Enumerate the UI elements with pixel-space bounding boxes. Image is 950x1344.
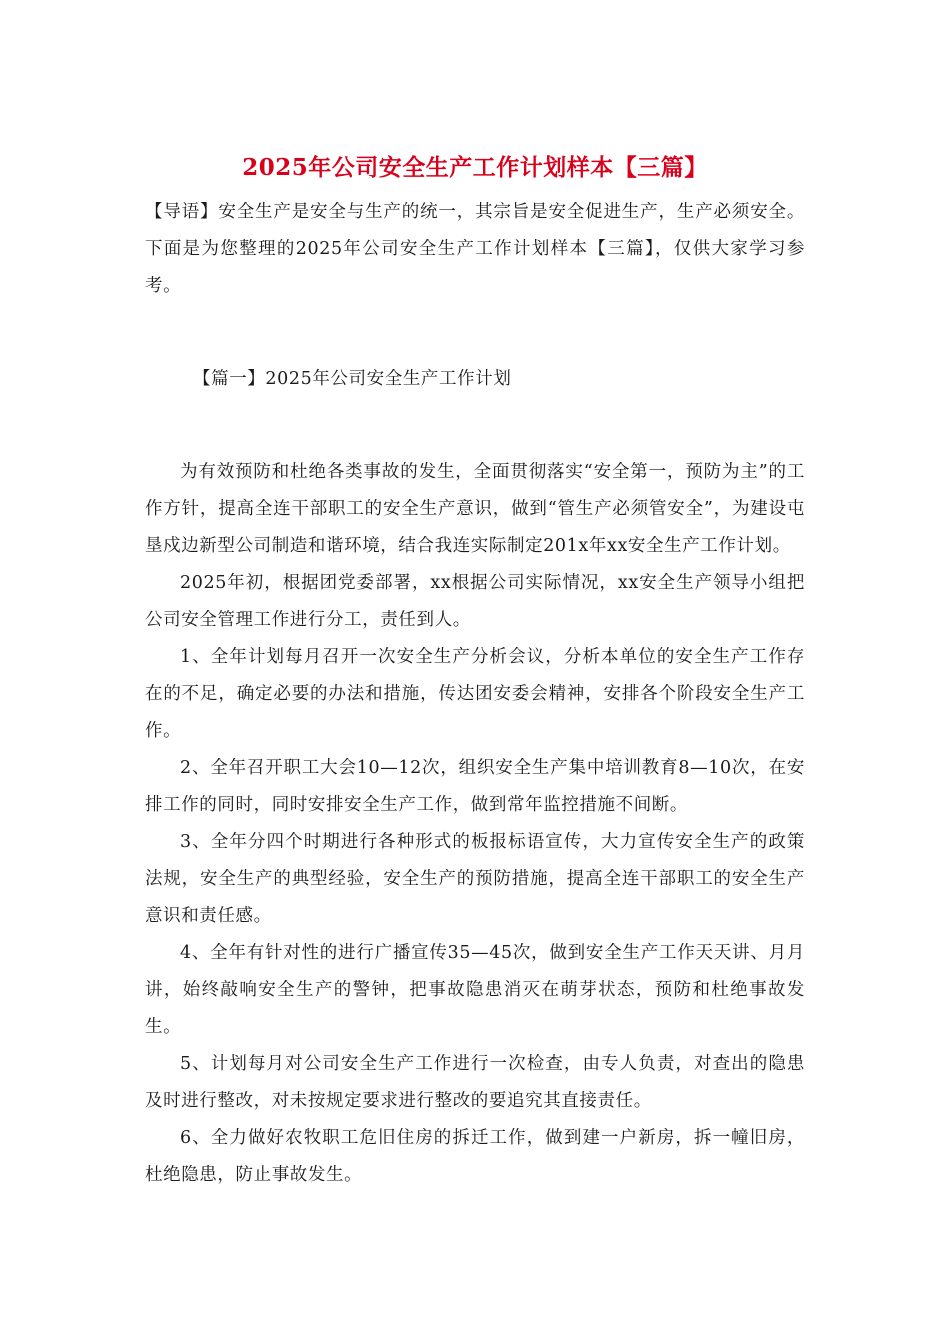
document-title: 2025年公司安全生产工作计划样本【三篇】 <box>242 154 708 181</box>
list-item: 1、全年计划每月召开一次安全生产分析会议，分析本单位的安全生产工作存在的不足，确定必要的办法和措施，传达团安委会精神，安排各个阶段安全生产工作。 <box>145 647 805 741</box>
spacer <box>145 305 805 361</box>
list-item: 6、全力做好农牧职工危旧住房的拆迁工作，做到建一户新房，拆一幢旧房，杜绝隐患，防止事故发生。 <box>145 1128 805 1185</box>
body-paragraph: 2025年初，根据团党委部署，xx根据公司实际情况，xx安全生产领导小组把公司安全管理工作进行分工，责任到人。 <box>145 573 805 630</box>
intro-paragraph: 【导语】安全生产是安全与生产的统一，其宗旨是安全促进生产，生产必须安全。下面是为您整理的2025年公司安全生产工作计划样本【三篇】，仅供大家学习参考。 <box>145 202 805 296</box>
list-item: 4、全年有针对性的进行广播宣传35—45次，做到安全生产工作天天讲、月月讲，始终敲响安全生产的警钟，把事故隐患消灭在萌芽状态，预防和杜绝事故发生。 <box>145 943 805 1037</box>
document-page <box>145 148 805 1194</box>
list-item: 3、全年分四个时期进行各种形式的板报标语宣传，大力宣传安全生产的政策法规，安全生产的典型经验，安全生产的预防措施，提高全连干部职工的安全生产意识和责任感。 <box>145 832 805 926</box>
list-item: 2、全年召开职工大会10—12次，组织安全生产集中培训教育8—10次，在安排工作的同时，同时安排安全生产工作，做到常年监控措施不间断。 <box>145 758 805 815</box>
list-item: 5、计划每月对公司安全生产工作进行一次检查，由专人负责，对查出的隐患及时进行整改，对未按规定要求进行整改的要追究其直接责任。 <box>145 1054 805 1111</box>
section-heading: 【篇一】2025年公司安全生产工作计划 <box>193 369 512 389</box>
spacer <box>145 398 805 454</box>
body-paragraph: 为有效预防和杜绝各类事故的发生，全面贯彻落实“安全第一，预防为主”的工作方针，提高全连干部职工的安全生产意识，做到“管生产必须管安全”，为建设屯垦戍边新型公司制造和谐环境，结合我连实际制定201x年xx安全生产工作计划。 <box>145 462 805 556</box>
